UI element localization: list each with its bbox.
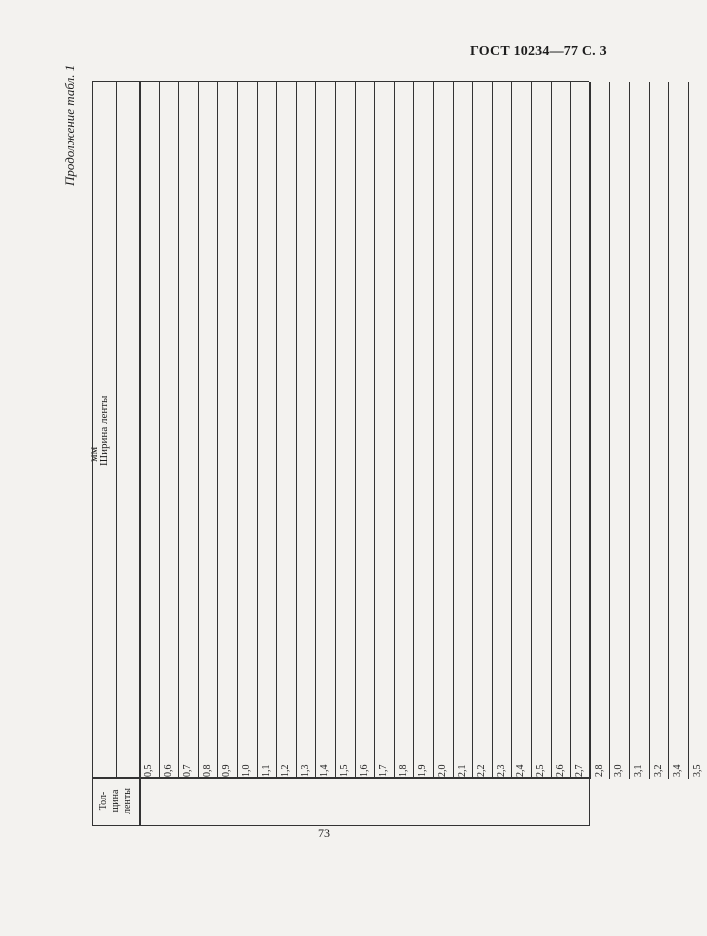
width-label: 2,6 [554,764,566,777]
row-divider [551,83,552,780]
width-header: Ширина ленты [98,395,110,466]
width-label: 3,1 [633,764,644,777]
row-divider [570,83,571,780]
width-header-divider [116,83,117,780]
row-divider [394,83,395,780]
width-label: 3,4 [672,764,684,777]
row-divider [374,83,375,780]
width-label: 0,6 [162,764,174,777]
width-label: 0,5 [143,764,154,777]
row-divider [668,83,669,780]
width-label: 1,5 [339,764,350,777]
row-divider [198,83,199,780]
row-divider [335,83,336,780]
row-divider [590,83,591,780]
width-label: 2,0 [437,764,448,777]
width-label: 0,9 [221,764,233,777]
row-divider [217,83,218,780]
row-divider [531,83,532,780]
row-divider [649,83,650,780]
width-label: 2,1 [456,764,468,777]
width-label: 2,5 [535,764,546,777]
document-header: ГОСТ 10234—77 С. 3 [470,44,607,59]
unit-caption: мм [86,446,100,462]
row-divider [688,83,689,780]
row-divider [433,83,434,780]
row-divider [296,83,297,780]
width-label: 1,1 [260,764,272,777]
width-label: 1,8 [397,764,409,777]
width-label: 0,8 [201,764,213,777]
width-label: 3,5 [691,764,703,777]
width-label: 3,2 [652,764,664,777]
table-border-left [92,825,589,826]
row-divider [609,83,610,780]
width-label: 2,2 [476,764,488,777]
width-label: 2,8 [593,764,605,777]
width-label: 1,6 [358,764,370,777]
width-label: 3,0 [613,764,625,777]
thickness-column-divider [92,777,589,779]
row-divider [492,83,493,780]
width-label: 1,2 [280,764,292,777]
width-label: 1,9 [417,764,429,777]
row-divider [178,83,179,780]
width-label: 2,7 [574,764,586,777]
row-divider [276,83,277,780]
table-continuation-caption: Продолжение табл. 1 [62,64,77,186]
row-divider [257,83,258,780]
thickness-header: Тол- щина ленты [98,788,133,814]
row-divider [453,83,454,780]
row-divider [355,83,356,780]
width-label: 2,3 [495,764,507,777]
row-divider [629,83,630,780]
header-body-divider [139,83,141,827]
width-label: 1,4 [319,764,331,777]
width-label: 1,7 [378,764,390,777]
row-divider [472,83,473,780]
table-border-right [92,82,589,83]
width-label: 1,3 [299,764,311,777]
data-table [92,0,703,826]
row-divider [237,83,238,780]
row-divider [413,83,414,780]
page-number: 73 [318,826,330,840]
table-border-top [92,83,93,827]
width-label: 0,7 [182,764,194,777]
row-divider [315,83,316,780]
row-divider [159,83,160,780]
width-label: 2,4 [515,764,527,777]
row-divider [511,83,512,780]
width-label: 1,0 [241,764,252,777]
